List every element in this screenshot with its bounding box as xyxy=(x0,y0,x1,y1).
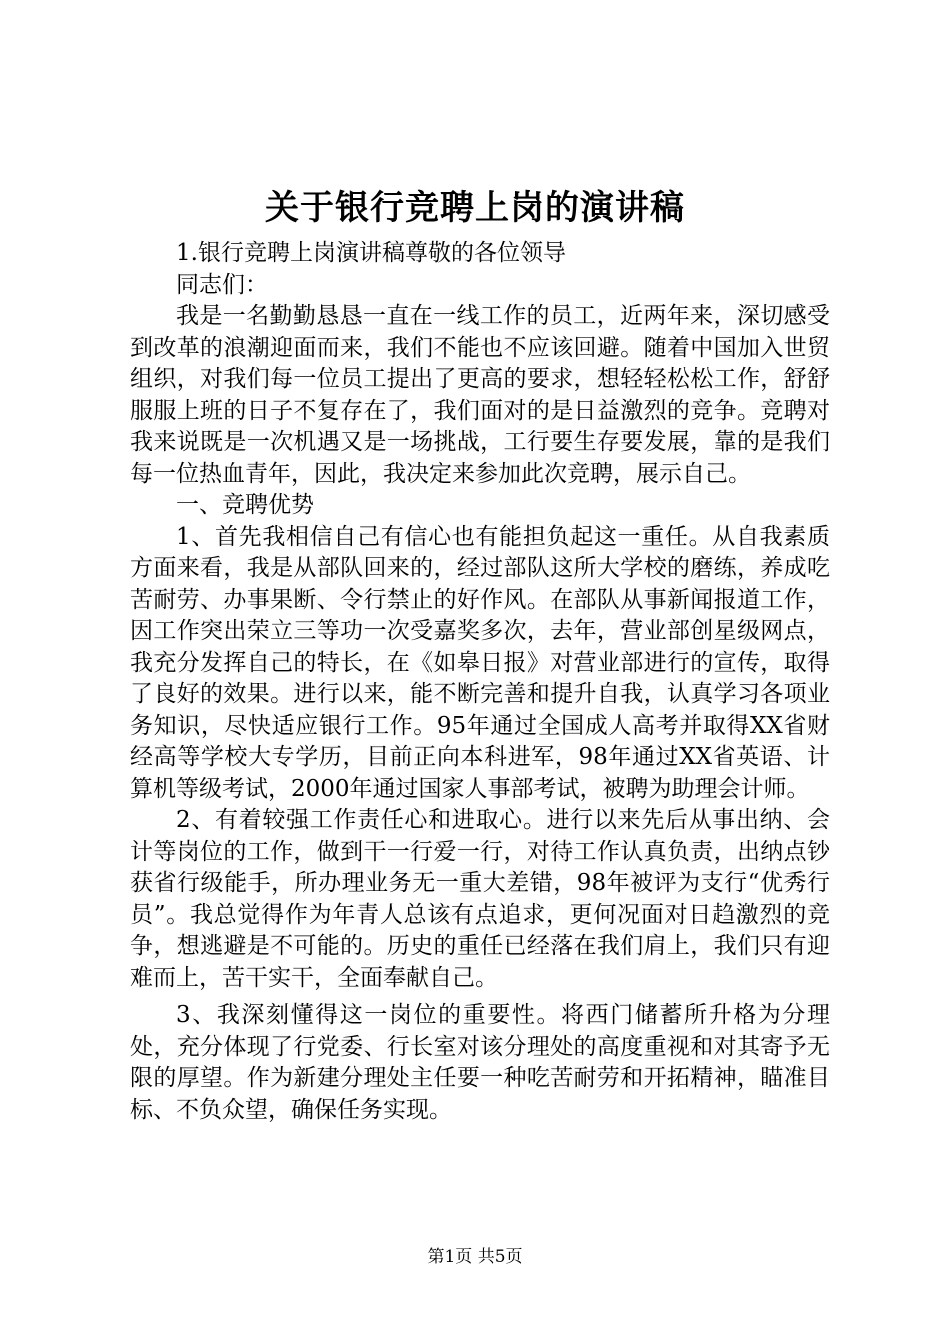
page-title: 关于银行竞聘上岗的演讲稿 xyxy=(265,188,685,228)
paragraph-intro: 我是一名勤勤恳恳一直在一线工作的员工，近两年来，深切感受到改革的浪潮迎面而来，我们不能也不应该回避。随着中国加入世贸组织，对我们每一位员工提出了更高的要求，想轻轻松松工作，舒舒服服上班的日子不复存在了，我们面对的是日益激烈的竞争。竞聘对我来说既是一次机遇又是一场挑战，工行要生存要发展，靠的是我们每一位热血青年，因此，我决定来参加此次竞聘，展示自己。 xyxy=(130,303,830,487)
document-body xyxy=(130,238,830,1126)
paragraph-point-1: 1、首先我相信自己有信心也有能担负起这一重任。从自我素质方面来看，我是从部队回来的，经过部队这所大学校的磨练，养成吃苦耐劳、办事果断、令行禁止的好作风。在部队从事新闻报道工作，因工作突出荣立三等功一次受嘉奖多次，去年，营业部创星级网点，我充分发挥自己的特长，在《如皋日报》对营业部进行的宣传，取得了良好的效果。进行以来，能不断完善和提升自我，认真学习各项业务知识，尽快适应银行工作。95年通过全国成人高考并取得XX省财经高等学校大专学历，目前正向本科进军，98年通过XX省英语、计算机等级考试，2000年通过国家人事部考试，被聘为助理会计师。 xyxy=(130,523,830,802)
page-footer: 第1页 共5页 xyxy=(427,1247,523,1267)
section-heading-advantages: 一、竞聘优势 xyxy=(176,492,314,518)
paragraph-point-2: 2、有着较强工作责任心和进取心。进行以来先后从事出纳、会计等岗位的工作，做到干一行爱一行，对待工作认真负责，出纳点钞获省行级能手，所办理业务无一重大差错，98年被评为支行“优秀行员”。我总觉得作为年青人总该有点追求，更何况面对日趋激烈的竞争，想逃避是不可能的。历史的重任已经落在我们肩上，我们只有迎难而上，苦干实干，全面奉献自己。 xyxy=(130,807,830,991)
paragraph-greeting: 同志们： xyxy=(176,271,268,298)
paragraph-point-3: 3、我深刻懂得这一岗位的重要性。将西门储蓄所升格为分理处，充分体现了行党委、行长室对该分理处的高度重视和对其寄予无限的厚望。作为新建分理处主任要一种吃苦耐劳和开拓精神，瞄准目标、不负众望，确保任务实现。 xyxy=(130,1002,830,1123)
paragraph-salutation: 1.银行竞聘上岗演讲稿尊敬的各位领导 xyxy=(176,240,566,266)
